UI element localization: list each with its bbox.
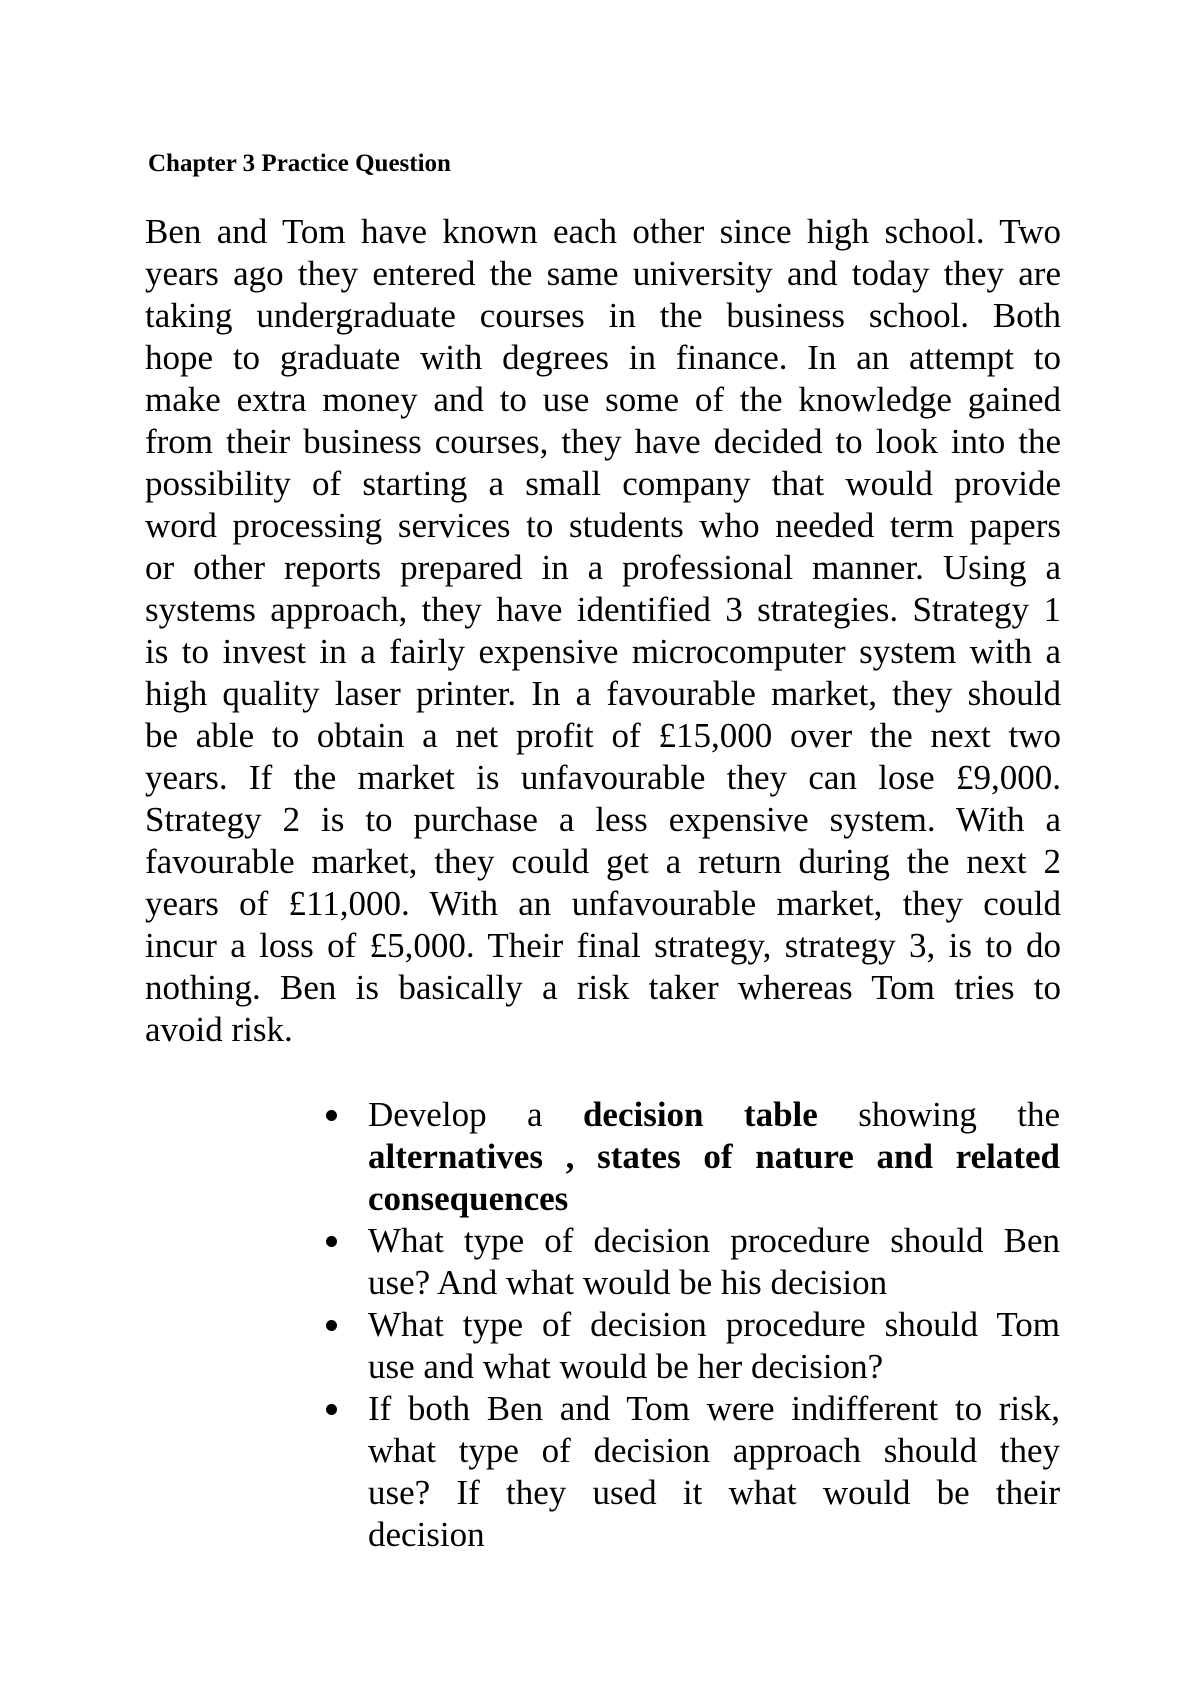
document-heading: Chapter 3 Practice Question: [148, 150, 451, 177]
question-line: [368, 1472, 1060, 1514]
paragraph-line: years of £11,000. With an unfavourable market, they could: [145, 884, 1061, 923]
question-text: showing the: [817, 1095, 1060, 1134]
bold-text: consequences: [368, 1179, 569, 1218]
question-line: [368, 1220, 1060, 1262]
bullet-icon: [326, 1110, 337, 1121]
question-text: use? And what would be his decision: [368, 1263, 888, 1302]
bullet-icon: [326, 1404, 337, 1415]
question-line: [368, 1136, 1060, 1178]
paragraph-line: high quality laser printer. In a favourable market, they should: [145, 674, 1061, 713]
question-line: [368, 1262, 1060, 1304]
question-text: Develop a: [368, 1095, 583, 1134]
question-text: What type of decision procedure should Tom: [368, 1305, 1060, 1344]
question-line: [368, 1094, 1060, 1136]
paragraph-line: nothing. Ben is basically a risk taker whereas Tom tries to: [145, 968, 1061, 1007]
question-line: [368, 1346, 1060, 1388]
paragraph-line: hope to graduate with degrees in finance. In an attempt to: [145, 338, 1061, 377]
question-item: [318, 1220, 1060, 1304]
paragraph-line: incur a loss of £5,000. Their final strategy, strategy 3, is to do: [145, 926, 1061, 965]
paragraph-line: Ben and Tom have known each other since high school. Two: [145, 212, 1061, 251]
bullet-icon: [326, 1236, 337, 1247]
paragraph-line: be able to obtain a net profit of £15,000 over the next two: [145, 716, 1061, 755]
question-text: use and what would be her decision?: [368, 1347, 884, 1386]
question-line: [368, 1178, 1060, 1220]
paragraph-line: favourable market, they could get a return during the next 2: [145, 842, 1061, 881]
bullet-icon: [326, 1320, 337, 1331]
question-item: [318, 1304, 1060, 1388]
paragraph-line: word processing services to students who needed term papers: [145, 506, 1061, 545]
paragraph-line: taking undergraduate courses in the business school. Both: [145, 296, 1061, 335]
question-text: what type of decision approach should they: [368, 1431, 1060, 1470]
question-list: [318, 1094, 1060, 1556]
question-item: [318, 1388, 1060, 1556]
paragraph-line: avoid risk.: [145, 1010, 293, 1049]
paragraph-line: from their business courses, they have decided to look into the: [145, 422, 1061, 461]
paragraph-line: is to invest in a fairly expensive microcomputer system with a: [145, 632, 1061, 671]
paragraph-line: or other reports prepared in a professional manner. Using a: [145, 548, 1061, 587]
question-text: What type of decision procedure should Ben: [368, 1221, 1060, 1260]
question-text: use? If they used it what would be their: [368, 1473, 1060, 1512]
bold-text: decision table: [582, 1095, 818, 1134]
paragraph-line: years. If the market is unfavourable they can lose £9,000.: [145, 758, 1061, 797]
question-line: [368, 1514, 1060, 1556]
question-text: If both Ben and Tom were indifferent to risk,: [368, 1389, 1060, 1428]
question-text: decision: [368, 1515, 485, 1554]
scenario-paragraph: [145, 211, 1061, 1051]
paragraph-line: years ago they entered the same university and today they are: [145, 254, 1061, 293]
paragraph-line: systems approach, they have identified 3 strategies. Strategy 1: [145, 590, 1061, 629]
paragraph-line: possibility of starting a small company that would provide: [145, 464, 1061, 503]
question-line: [368, 1304, 1060, 1346]
paragraph-line: Strategy 2 is to purchase a less expensive system. With a: [145, 800, 1061, 839]
paragraph-line: make extra money and to use some of the knowledge gained: [145, 380, 1061, 419]
question-line: [368, 1388, 1060, 1430]
question-line: [368, 1430, 1060, 1472]
question-item: [318, 1094, 1060, 1220]
bold-text: alternatives , states of nature and related: [368, 1137, 1060, 1176]
